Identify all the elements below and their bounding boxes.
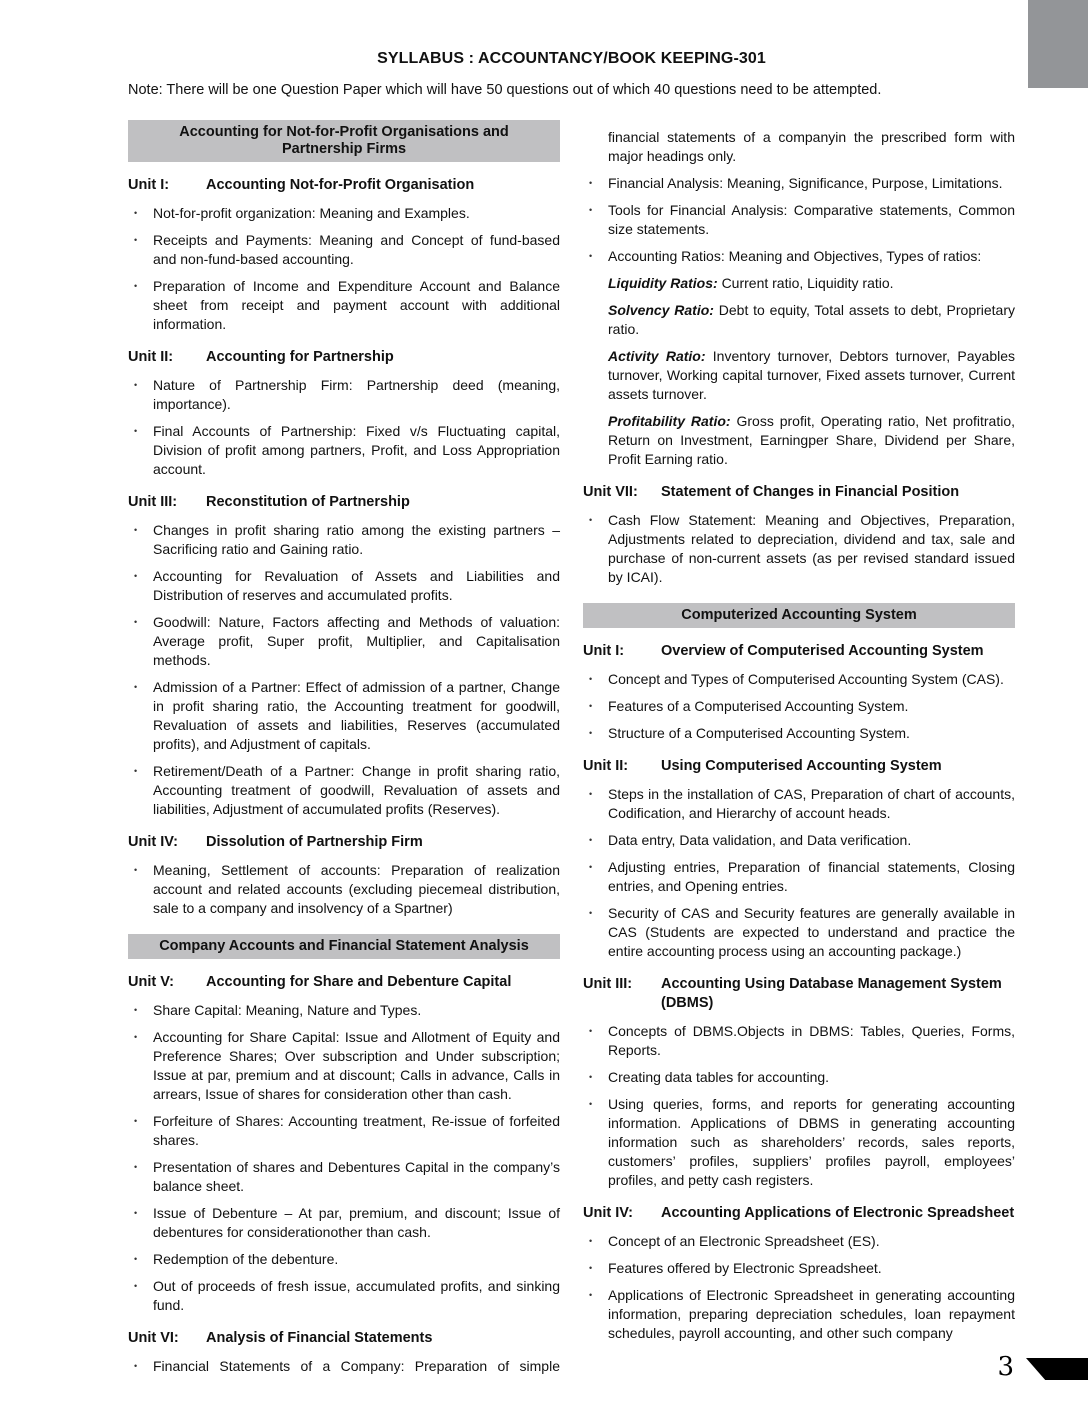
ratio-item: Profitability Ratio: Gross profit, Operating ratio, Net profitratio, Return on Investment, Earningper Share, Dividend per Share, Profit Earning ratio. <box>608 413 1015 467</box>
bullet-item <box>583 1286 1015 1343</box>
bullet-icon: • <box>589 1263 593 1273</box>
unit-title: Accounting Using Database Management System (DBMS) <box>661 976 1002 1011</box>
bullet-item <box>128 1028 560 1104</box>
right-column <box>583 120 1015 1351</box>
bullet-icon: • <box>134 426 138 436</box>
bullet-text: Security of CAS and Security features are generally available in CAS (Students are expected to understand and practice the entire accounting process using an accounting package.) <box>608 905 1015 959</box>
bullet-item <box>583 247 1015 266</box>
unit-label: Unit VII: <box>583 484 638 500</box>
unit-heading <box>128 493 560 512</box>
bullet-icon: • <box>134 766 138 776</box>
bullet-item <box>128 762 560 819</box>
unit-label: Unit IV: <box>583 1205 633 1221</box>
ratio-item: Solvency Ratio: Debt to equity, Total assets to debt, Proprietary ratio. <box>608 302 1016 337</box>
bullet-text: Tools for Financial Analysis: Comparative statements, Common size statements. <box>608 202 1015 237</box>
corner-gray-block <box>1028 0 1088 88</box>
unit-heading <box>583 757 1015 776</box>
bullet-item <box>128 567 560 605</box>
page-content <box>128 50 1015 1384</box>
continuation-text: financial statements of a companyin the prescribed form with major headings only. <box>608 129 1015 164</box>
bullet-icon: • <box>589 1236 593 1246</box>
bullet-item <box>583 174 1015 193</box>
bullet-icon: • <box>589 1099 593 1109</box>
unit-title: Overview of Computerised Accounting System <box>661 643 984 659</box>
bullet-text: Final Accounts of Partnership: Fixed v/s Fluctuating capital, Division of profit among partners, Profit, and Loss Appropriation account. <box>153 423 560 477</box>
unit-label: Unit V: <box>128 974 174 990</box>
bullet-icon: • <box>134 1254 138 1264</box>
ratio-lead: Profitability Ratio: <box>608 413 737 429</box>
ratio-lead: Activity Ratio: <box>608 348 713 364</box>
bullet-icon: • <box>589 1072 593 1082</box>
bullet-item <box>583 201 1015 239</box>
bullet-item <box>583 1259 1015 1278</box>
ratio-item: Activity Ratio: Inventory turnover, Debtors turnover, Payables turnover, Working capital turnover, Fixed assets turnover, Current assets turnover. <box>608 348 1016 402</box>
bullet-item <box>583 831 1015 850</box>
page-title: SYLLABUS : ACCOUNTANCY/BOOK KEEPING-301 <box>377 50 766 67</box>
unit-title: Reconstitution of Partnership <box>206 494 410 510</box>
bullet-item <box>583 670 1015 689</box>
bullet-text: Accounting for Share Capital: Issue and Allotment of Equity and Preference Shares; Over subscription and Under subscription; Issue at par, premium and at discount; Calls in advance, Calls in arrears, Issue of shares for consideration other than cash. <box>153 1029 560 1102</box>
section-header: Accounting for Not-for-Profit Organisations and Partnership Firms <box>128 120 560 162</box>
bullet-item <box>583 1022 1015 1060</box>
bullet-icon: • <box>134 281 138 291</box>
unit-heading <box>128 1329 560 1348</box>
bullet-item <box>128 1204 560 1242</box>
unit-label: Unit II: <box>583 758 629 774</box>
unit-heading <box>128 833 560 852</box>
bullet-text: Accounting Ratios: Meaning and Objectives, Types of ratios: <box>608 248 982 264</box>
bullet-text: Adjusting entries, Preparation of financial statements, Closing entries, and Opening entries. <box>608 859 1015 894</box>
bullet-text: Redemption of the debenture. <box>153 1251 339 1267</box>
bullet-icon: • <box>134 235 138 245</box>
bullet-icon: • <box>589 251 593 261</box>
bullet-icon: • <box>134 682 138 692</box>
bullet-item <box>128 1357 560 1376</box>
unit-title: Dissolution of Partnership Firm <box>206 834 423 850</box>
bullet-text: Not-for-profit organization: Meaning and Examples. <box>153 205 470 221</box>
bullet-item <box>128 1158 560 1196</box>
section-header: Computerized Accounting System <box>583 603 1015 628</box>
bullet-text: Concept of an Electronic Spreadsheet (ES). <box>608 1233 880 1249</box>
bullet-icon: • <box>589 515 593 525</box>
bullet-text: Concept and Types of Computerised Accounting System (CAS). <box>608 671 1004 687</box>
bullet-item <box>128 521 560 559</box>
bullet-text: Financial Analysis: Meaning, Significance, Purpose, Limitations. <box>608 175 1003 191</box>
unit-label: Unit III: <box>583 976 633 992</box>
page-corner-ribbon <box>1026 1358 1088 1380</box>
bullet-icon: • <box>134 1361 138 1371</box>
bullet-icon: • <box>589 728 593 738</box>
bullet-icon: • <box>134 1281 138 1291</box>
bullet-item <box>128 422 560 479</box>
bullet-text: Presentation of shares and Debentures Capital in the company’s balance sheet. <box>153 1159 560 1194</box>
bullet-icon: • <box>589 178 593 188</box>
unit-title: Analysis of Financial Statements <box>206 1330 433 1346</box>
bullet-item <box>128 1112 560 1150</box>
bullet-item <box>128 861 560 918</box>
bullet-icon: • <box>134 1162 138 1172</box>
bullet-text: Retirement/Death of a Partner: Change in profit sharing ratio, Accounting treatment of goodwill, Revaluation of assets and liabilities, Adjustment of accumulated profits (Reserves). <box>153 763 560 817</box>
ratio-lead: Solvency Ratio: <box>608 302 719 318</box>
bullet-icon: • <box>589 908 593 918</box>
unit-heading <box>128 973 560 992</box>
bullet-item <box>583 1095 1015 1190</box>
bullet-icon: • <box>589 674 593 684</box>
ratio-lead: Liquidity Ratios: <box>608 275 722 291</box>
bullet-text: Share Capital: Meaning, Nature and Types. <box>153 1002 422 1018</box>
unit-title: Accounting for Partnership <box>206 349 394 365</box>
bullet-text: Using queries, forms, and reports for generating accounting information. Applications of DBMS in generating accounting information such as shareholders’ records, sales reports, customers’ profiles, suppliers’ profiles payroll, employees’ profiles, and petty cash registers. <box>608 1096 1015 1188</box>
bullet-text: Concepts of DBMS.Objects in DBMS: Tables, Queries, Forms, Reports. <box>608 1023 1015 1058</box>
unit-title: Statement of Changes in Financial Position <box>661 484 960 500</box>
unit-label: Unit III: <box>128 494 178 510</box>
bullet-item <box>583 785 1015 823</box>
bullet-item <box>583 724 1015 743</box>
bullet-icon: • <box>589 1026 593 1036</box>
bullet-text: Creating data tables for accounting. <box>608 1069 830 1085</box>
bullet-item <box>583 697 1015 716</box>
bullet-icon: • <box>589 1290 593 1300</box>
unit-title: Using Computerised Accounting System <box>661 758 942 774</box>
bullet-text: Applications of Electronic Spreadsheet in generating accounting information, preparing depreciation schedules, loan repayment schedules, payroll accounting, and other such company <box>608 1287 1015 1341</box>
bullet-text: Features offered by Electronic Spreadsheet. <box>608 1260 882 1276</box>
bullet-icon: • <box>134 208 138 218</box>
bullet-text: Forfeiture of Shares: Accounting treatment, Re-issue of forfeited shares. <box>153 1113 560 1148</box>
bullet-item <box>128 231 560 269</box>
unit-title: Accounting Not-for-Profit Organisation <box>206 177 475 193</box>
unit-heading <box>128 348 560 367</box>
two-column-layout <box>128 120 1015 1384</box>
unit-heading <box>583 975 1015 1013</box>
bullet-item <box>583 1068 1015 1087</box>
bullet-icon: • <box>134 1005 138 1015</box>
unit-label: Unit VI: <box>128 1330 179 1346</box>
bullet-text: Features of a Computerised Accounting System. <box>608 698 909 714</box>
unit-heading <box>583 1204 1015 1223</box>
bullet-text: Goodwill: Nature, Factors affecting and Methods of valuation: Average profit, Super profit, Multiplier, and Capitalisation methods. <box>153 614 560 668</box>
bullet-text: Issue of Debenture – At par, premium, and discount; Issue of debentures for considerationother than cash. <box>153 1205 560 1240</box>
bullet-item <box>583 511 1015 587</box>
bullet-icon: • <box>134 1116 138 1126</box>
unit-heading <box>128 176 560 195</box>
bullet-text: Accounting for Revaluation of Assets and Liabilities and Distribution of reserves and accumulated profits. <box>153 568 560 603</box>
bullet-item <box>128 613 560 670</box>
unit-label: Unit I: <box>583 643 625 659</box>
bullet-icon: • <box>134 1032 138 1042</box>
unit-label: Unit II: <box>128 349 174 365</box>
bullet-text: Steps in the installation of CAS, Preparation of chart of accounts, Codification, and Hierarchy of account heads. <box>608 786 1015 821</box>
bullet-text: Data entry, Data validation, and Data verification. <box>608 832 912 848</box>
bullet-text: Changes in profit sharing ratio among the existing partners – Sacrificing ratio and Gaining ratio. <box>153 522 560 557</box>
section-header: Company Accounts and Financial Statement Analysis <box>128 934 560 959</box>
page-number: 3 <box>997 1352 1014 1382</box>
bullet-icon: • <box>134 571 138 581</box>
bullet-text: Meaning, Settlement of accounts: Preparation of realization account and related accounts (excluding piecemeal distribution, sale to a company and insolvency of a Spartner) <box>153 862 560 916</box>
bullet-text: Preparation of Income and Expenditure Account and Balance sheet from receipt and payment account with additional information. <box>153 278 560 332</box>
bullet-item <box>583 904 1015 961</box>
bullet-icon: • <box>134 525 138 535</box>
unit-title: Accounting for Share and Debenture Capital <box>206 974 512 990</box>
bullet-item <box>128 1001 560 1020</box>
bullet-text: Nature of Partnership Firm: Partnership deed (meaning, importance). <box>153 377 560 412</box>
left-column <box>128 120 560 1384</box>
bullet-text: Structure of a Computerised Accounting System. <box>608 725 910 741</box>
bullet-item <box>128 376 560 414</box>
bullet-item <box>128 277 560 334</box>
ratio-item: Liquidity Ratios: Current ratio, Liquidity ratio. <box>608 275 894 291</box>
bullet-item <box>583 1232 1015 1251</box>
unit-heading <box>583 642 1015 661</box>
bullet-item <box>583 858 1015 896</box>
bullet-item <box>128 1250 560 1269</box>
unit-label: Unit I: <box>128 177 170 193</box>
bullet-item <box>128 678 560 754</box>
bullet-icon: • <box>134 865 138 875</box>
bullet-item <box>128 204 560 223</box>
bullet-icon: • <box>589 789 593 799</box>
bullet-text: Receipts and Payments: Meaning and Concept of fund-based and non-fund-based accounting. <box>153 232 560 267</box>
bullet-icon: • <box>134 1208 138 1218</box>
unit-title: Accounting Applications of Electronic Spreadsheet <box>661 1205 1015 1221</box>
unit-heading <box>583 483 1015 502</box>
bullet-icon: • <box>589 205 593 215</box>
bullet-text: Admission of a Partner: Effect of admission of a partner, Change in profit sharing ratio, the Accounting treatment for goodwill, Revaluation of assets and liabilities, Reserves (accumulated profits), and Adjustment of capitals. <box>153 679 560 752</box>
bullet-item <box>128 1277 560 1315</box>
bullet-text: Out of proceeds of fresh issue, accumulated profits, and sinking fund. <box>153 1278 560 1313</box>
bullet-text: Cash Flow Statement: Meaning and Objectives, Preparation, Adjustments related to depreciation, dividend and tax, sale and purchase of non-current assets (as per revised standard issued by ICAI). <box>608 512 1015 585</box>
bullet-icon: • <box>134 617 138 627</box>
bullet-icon: • <box>589 862 593 872</box>
bullet-icon: • <box>134 380 138 390</box>
bullet-icon: • <box>589 701 593 711</box>
note-text: Note: There will be one Question Paper which will have 50 questions out of which 40 questions need to be attempted. <box>128 82 882 98</box>
bullet-text: Financial Statements of a Company: Preparation of simple <box>153 1358 560 1374</box>
unit-label: Unit IV: <box>128 834 178 850</box>
bullet-icon: • <box>589 835 593 845</box>
